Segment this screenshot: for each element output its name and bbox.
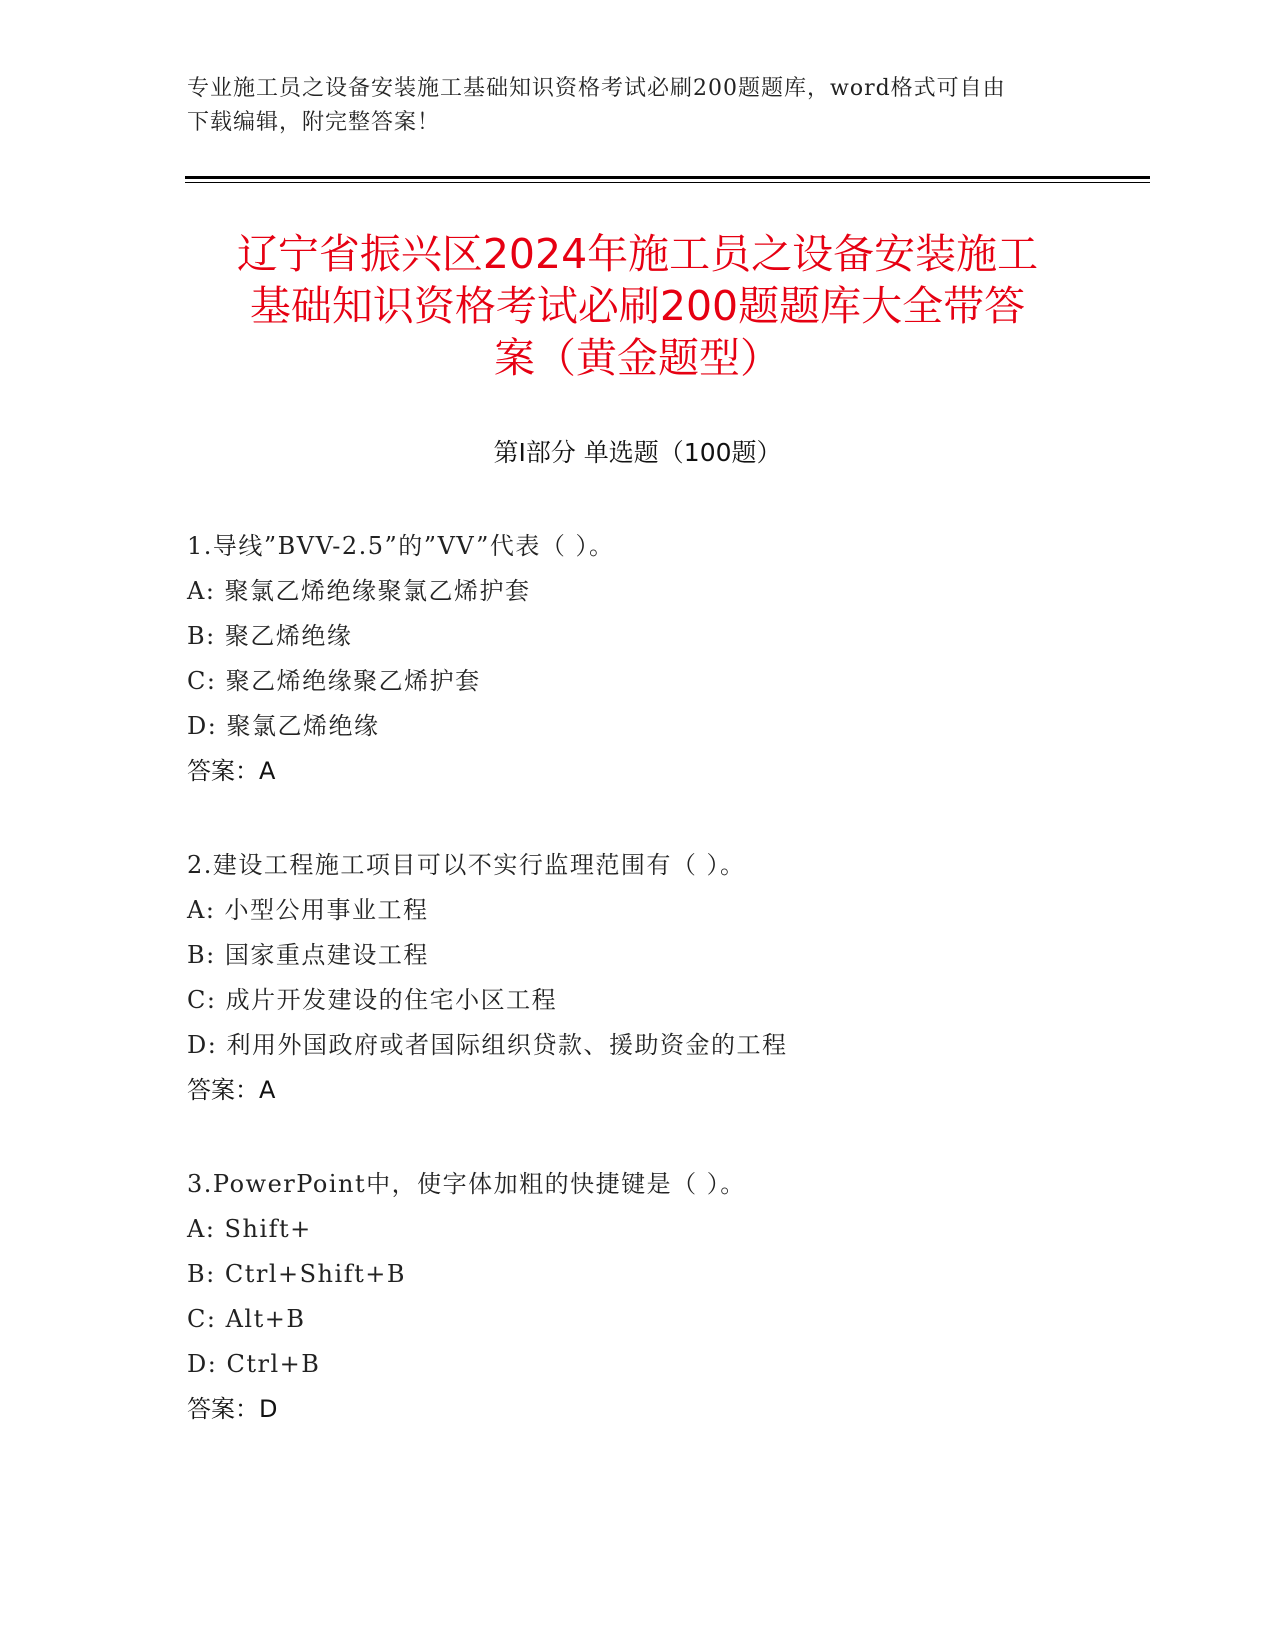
option-c: C: 成片开发建设的住宅小区工程 [187, 986, 558, 1014]
question-item [187, 1162, 1137, 1432]
option-a: A: 小型公用事业工程 [187, 896, 429, 924]
option-d: D: 聚氯乙烯绝缘 [187, 712, 380, 740]
header-divider-thick [185, 176, 1150, 179]
answer-text: 答案：A [187, 1076, 276, 1104]
intro-line-1: 专业施工员之设备安装施工基础知识资格考试必刷200题题库，word格式可自由 [187, 76, 1006, 101]
option-a: A: 聚氯乙烯绝缘聚氯乙烯护套 [187, 577, 531, 605]
option-b: B: 聚乙烯绝缘 [187, 622, 353, 650]
question-item [187, 524, 1137, 794]
header-divider-thin [185, 182, 1150, 183]
intro-line-2: 下载编辑，附完整答案！ [187, 110, 441, 135]
option-b: B: Ctrl+Shift+B [187, 1260, 406, 1288]
option-a: A: Shift+ [187, 1215, 312, 1243]
option-b: B: 国家重点建设工程 [187, 941, 429, 969]
title-line-1: 辽宁省振兴区2024年施工员之设备安装施工 [236, 230, 1039, 278]
question-stem: 1.导线”BVV-2.5”的”VV”代表（ ）。 [187, 532, 615, 560]
section-heading: 第Ⅰ部分 单选题（100题） [493, 438, 782, 467]
answer-text: 答案：A [187, 757, 276, 785]
option-c: C: Alt+B [187, 1305, 306, 1333]
answer-text: 答案：D [187, 1395, 278, 1423]
option-d: D: 利用外国政府或者国际组织贷款、援助资金的工程 [187, 1031, 788, 1059]
document-title [185, 228, 1090, 384]
option-d: D: Ctrl+B [187, 1350, 321, 1378]
title-line-2: 基础知识资格考试必刷200题题库大全带答 [249, 282, 1026, 330]
question-item [187, 843, 1137, 1113]
intro-text [187, 72, 1087, 140]
option-c: C: 聚乙烯绝缘聚乙烯护套 [187, 667, 481, 695]
question-stem: 2.建设工程施工项目可以不实行监理范围有（ ）。 [187, 851, 746, 879]
title-line-3: 案（黄金题型） [494, 334, 781, 382]
question-stem: 3.PowerPoint中，使字体加粗的快捷键是（ ）。 [187, 1170, 746, 1198]
